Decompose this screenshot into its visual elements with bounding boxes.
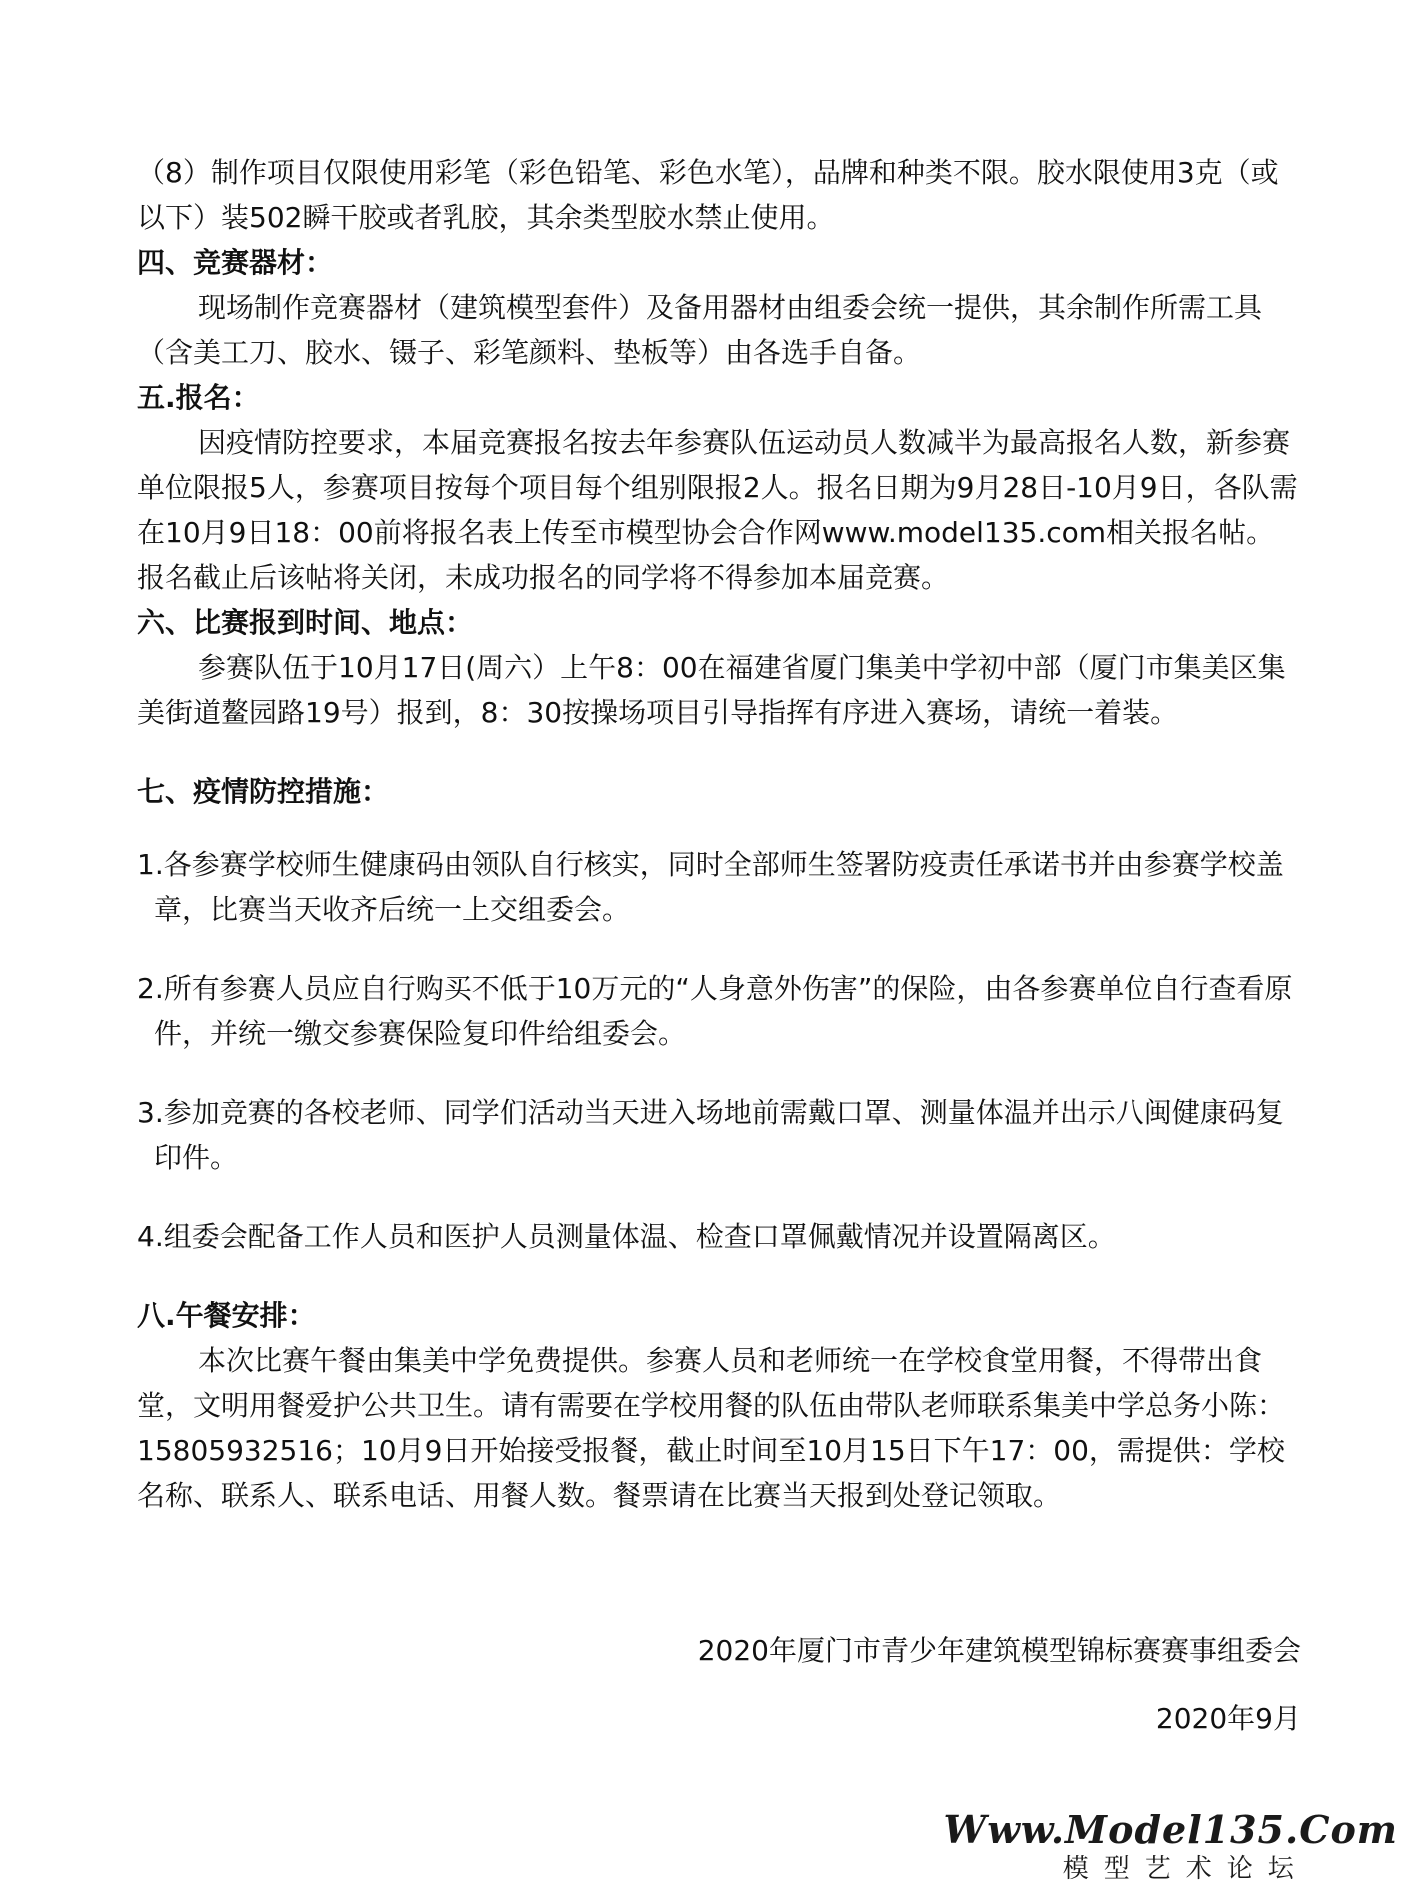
signature-date: 2020年9月: [1155, 1702, 1301, 1735]
watermark-logo: [944, 1808, 1398, 1886]
signature-block: [698, 1617, 1301, 1753]
section-5-body: 因疫情防控要求，本届竞赛报名按去年参赛队伍运动员人数减半为最高报名人数，新参赛单位限报5人，参赛项目按每个项目每个组别限报2人。报名日期为9月28日-10月9日，各队需在10月9日18：00前将报名表上传至市模型协会合作网www.model135.com相关报名帖。报名截止后该帖将关闭，未成功报名的同学将不得参加本届竞赛。: [137, 426, 1298, 594]
section-8-heading: 八.午餐安排：: [137, 1299, 316, 1332]
rule-item-8: （8）制作项目仅限使用彩笔（彩色铅笔、彩色水笔），品牌和种类不限。胶水限使用3克（或以下）装502瞬干胶或者乳胶，其余类型胶水禁止使用。: [137, 156, 1279, 234]
section-4-heading: 四、竞赛器材：: [137, 246, 334, 279]
section-7-list: [137, 842, 1302, 1259]
watermark-url: Www.Model135.Com: [943, 1807, 1398, 1852]
list-item: 1.各参赛学校师生健康码由领队自行核实，同时全部师生签署防疫责任承诺书并由参赛学校盖章，比赛当天收齐后统一上交组委会。: [137, 848, 1284, 926]
list-item: 3.参加竞赛的各校老师、同学们活动当天进入场地前需戴口罩、测量体温并出示八闽健康码复印件。: [137, 1096, 1284, 1174]
signature-organizer: 2020年厦门市青少年建筑模型锦标赛赛事组委会: [697, 1634, 1301, 1667]
section-5-heading: 五.报名：: [137, 381, 260, 414]
list-item: 2.所有参赛人员应自行购买不低于10万元的“人身意外伤害”的保险，由各参赛单位自行查看原件，并统一缴交参赛保险复印件给组委会。: [137, 972, 1293, 1050]
section-6-heading: 六、比赛报到时间、地点：: [137, 606, 474, 639]
section-6-body: 参赛队伍于10月17日(周六）上午8：00在福建省厦门集美中学初中部（厦门市集美区集美街道鳌园路19号）报到，8：30按操场项目引导指挥有序进入赛场，请统一着装。: [137, 651, 1286, 729]
document-body: [137, 150, 1302, 1518]
list-item: 4.组委会配备工作人员和医护人员测量体温、检查口罩佩戴情况并设置隔离区。: [137, 1220, 1116, 1253]
section-7-heading: 七、疫情防控措施：: [137, 775, 390, 808]
section-8-body: 本次比赛午餐由集美中学免费提供。参赛人员和老师统一在学校食堂用餐，不得带出食堂，文明用餐爱护公共卫生。请有需要在学校用餐的队伍由带队老师联系集美中学总务小陈：15805932516；10月9日开始接受报餐，截止时间至10月15日下午17：00，需提供：学校名称、联系人、联系电话、用餐人数。餐票请在比赛当天报到处登记领取。: [137, 1344, 1286, 1512]
section-4-body: 现场制作竞赛器材（建筑模型套件）及备用器材由组委会统一提供，其余制作所需工具（含美工刀、胶水、镊子、彩笔颜料、垫板等）由各选手自备。: [137, 291, 1263, 369]
watermark-subtitle: 模型艺术论坛: [1062, 1854, 1309, 1884]
